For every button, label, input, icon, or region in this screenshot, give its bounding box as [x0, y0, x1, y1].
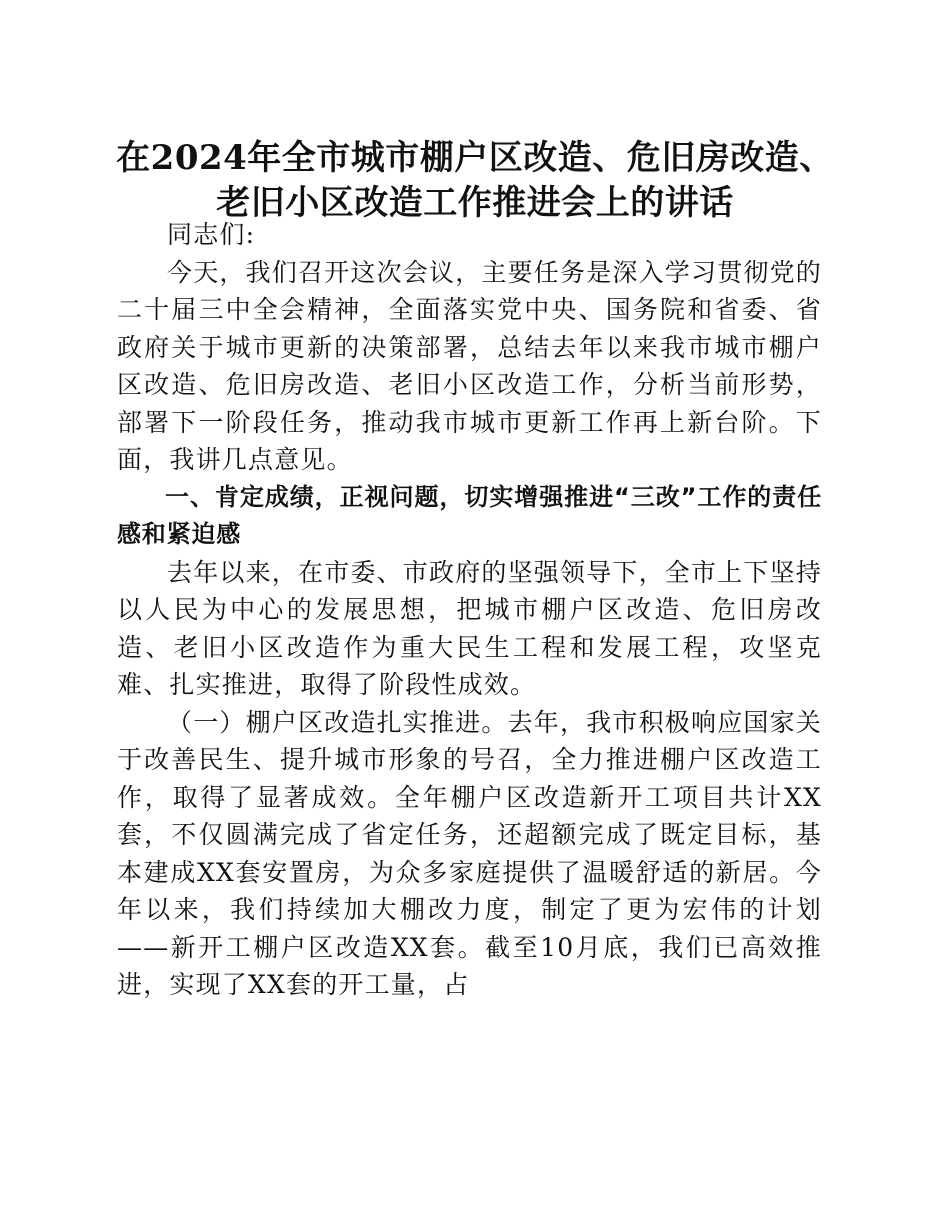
document-body: [117, 216, 822, 1004]
greeting: 同志们:: [167, 220, 256, 249]
document-title-line-2: 老旧小区改造工作推进会上的讲话: [216, 183, 734, 223]
paragraph-intro: 今天，我们召开这次会议，主要任务是深入学习贯彻党的二十届三中全会精神，全面落实党中央、国务院和省委、省政府关于城市更新的决策部署，总结去年以来我市城市棚户区改造、危旧房改造、老旧小区改造工作，分析当前形势，部署下一阶段任务，推动我市城市更新工作再上新台阶。下面，我讲几点意见。: [117, 257, 823, 474]
section-heading-1: 一、肯定成绩，正视问题，切实增强推进“三改”工作的责任感和紧迫感: [117, 482, 822, 548]
document-title-line-1: 在2024年全市城市棚户区改造、危旧房改造、: [116, 138, 834, 178]
paragraph-shantytown-renovation: （一）棚户区改造扎实推进。去年，我市积极响应国家关于改善民生、提升城市形象的号召，全力推进棚户区改造工作，取得了显著成效。全年棚户区改造新开工项目共计XX套，不仅圆满完成了省定任务，还超额完成了既定目标，基本建成XX套安置房，为众多家庭提供了温暖舒适的新居。今年以来，我们持续加大棚改力度，制定了更为宏伟的计划——新开工棚户区改造XX套。截至10月底，我们已高效推进，实现了XX套的开工量，占: [117, 707, 823, 999]
paragraph-achievements: 去年以来，在市委、市政府的坚强领导下，全市上下坚持以人民为中心的发展思想，把城市棚户区改造、危旧房改造、老旧小区改造作为重大民生工程和发展工程，攻坚克难、扎实推进，取得了阶段性成效。: [117, 557, 823, 699]
